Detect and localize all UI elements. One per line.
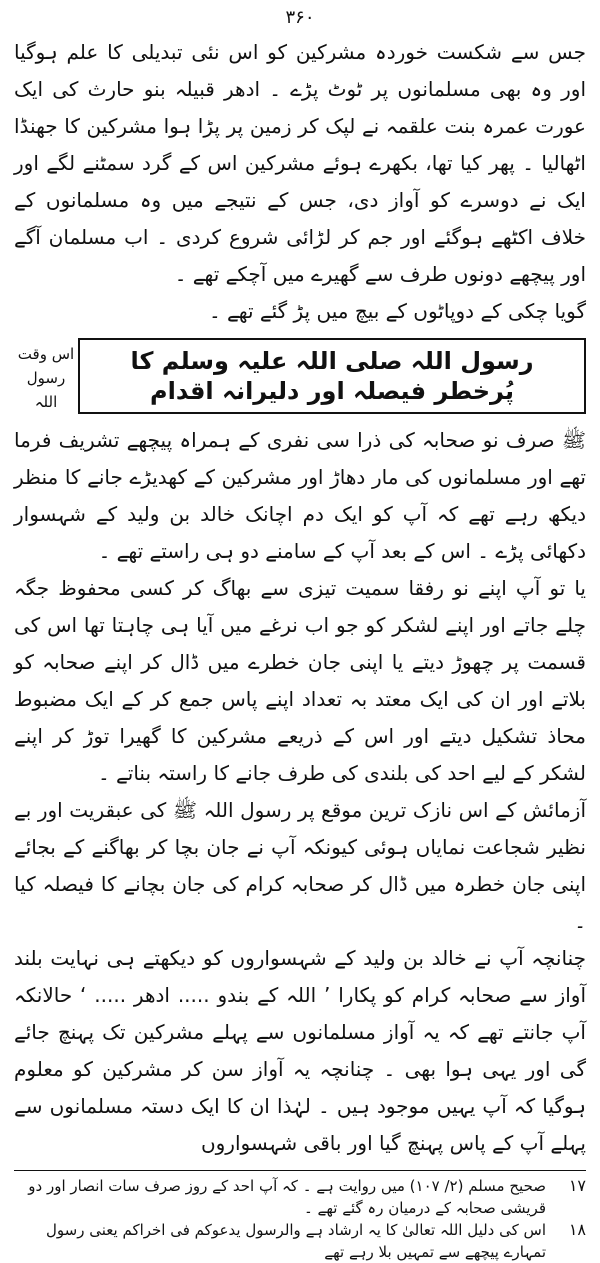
paragraph-3: ﷺ صرف نو صحابہ کی ذرا سی نفری کے ہمراہ پیچھے تشریف فرما تھے اور مسلمانوں کی مار دھاڑ اور مشرکین کے کھدیڑے جانے کا منظر دیکھ رہے تھے کہ آپ کو ایک دم اچانک خالد بن ولید کے شہسوار دکھائی پڑے ۔ اس کے بعد آپ کے سامنے دو ہی راستے تھے ۔ [14, 428, 586, 563]
footnote-text: اس کی دلیل اللہ تعالیٰ کا یہ ارشاد ہے والرسول یدعوکم فی اخراکم یعنی رسول تمہارے پیچھے سے تمہیں بلا رہے تھے [46, 1221, 546, 1261]
footnote-divider [14, 1170, 586, 1171]
footnote [14, 1219, 586, 1263]
paragraph-5: آزمائش کے اس نازک ترین موقع پر رسول اللہ ﷺ کی عبقریت اور بے نظیر شجاعت نمایاں ہوئی کیونکہ آپ نے جان بچا کر بھاگنے کے بجائے اپنی جان خطرہ میں ڈال کر صحابہ کرام کی جان بچانے کا فیصلہ کیا ۔ [14, 798, 586, 933]
footnote-number: ۱۷ [568, 1176, 586, 1195]
footnote-number: ۱۸ [568, 1220, 586, 1239]
footnote-text: صحیح مسلم (۲/ ۱۰۷) میں روایت ہے ۔ کہ آپ احد کے روز صرف سات انصار اور دو قریشی صحابہ کے درمیان رہ گئے تھے ۔ [28, 1177, 546, 1217]
section-heading-title: رسول اللہ صلی اللہ علیہ وسلم کا پُرخطر فیصلہ اور دلیرانہ اقدام [80, 338, 586, 414]
section-heading-side-note: اس وقت رسول اللہ [14, 338, 80, 414]
paragraph-1: جس سے شکست خوردہ مشرکین کو اس نئی تبدیلی کا علم ہوگیا اور وہ بھی مسلمانوں پر ٹوٹ پڑے ۔ ادھر قبیلہ بنو حارث کی ایک عورت عمرہ بنت علقمہ نے لپک کر زمین پر پڑا ہوا مشرکین کا جھنڈا اٹھالیا ۔ پھر کیا تھا، بکھرے ہوئے مشرکین اس کے گرد سمٹنے لگے اور ایک نے دوسرے کو آواز دی، جس کے نتیجے میں وہ مسلمانوں کے خلاف اکٹھے ہوگئے اور جم کر لڑائی شروع کردی ۔ اب مسلمان آگے اور پیچھے دونوں طرف سے گھیرے میں آچکے تھے ۔ [14, 40, 586, 286]
paragraph-2: گویا چکی کے دوپاٹوں کے بیچ میں پڑ گئے تھے ۔ [208, 299, 586, 323]
page-number: ۳۶۰ [285, 7, 315, 28]
paragraph-4: یا تو آپ اپنے نو رفقا سمیت تیزی سے بھاگ کر کسی محفوظ جگہ چلے جاتے اور اپنے لشکر کو جو اب نرغے میں آیا ہی چاہتا تھا اس کی قسمت پر چھوڑ دیتے یا اپنی جان خطرے میں ڈال کر اپنے صحابہ کو بلاتے اور ان کی ایک معتد بہ تعداد اپنے پاس جمع کر کے ایک مضبوط محاذ تشکیل دیتے اور اس کے ذریعے مشرکین کا گھیرا توڑ کر اپنے لشکر کے لیے احد کی بلندی کی طرف جانے کا راستہ بناتے ۔ [14, 576, 586, 785]
paragraph-6: چنانچہ آپ نے خالد بن ولید کے شہسواروں کو دیکھتے ہی نہایت بلند آواز سے صحابہ کرام کو پکارا ’ اللہ کے بندو ..... ادھر ..... ‘ حالانکہ آپ جانتے تھے کہ یہ آواز مسلمانوں سے پہلے مشرکین تک پہنچ جائے گی اور یہی ہوا بھی ۔ چنانچہ یہ آواز سن کر مشرکین کو معلوم ہوگیا کہ آپ یہیں موجود ہیں ۔ لہٰذا ان کا ایک دستہ مسلمانوں سے پہلے آپ کے پاس پہنچ گیا اور باقی شہسواروں [14, 946, 586, 1155]
footnote [14, 1175, 586, 1219]
section-heading [14, 338, 586, 414]
